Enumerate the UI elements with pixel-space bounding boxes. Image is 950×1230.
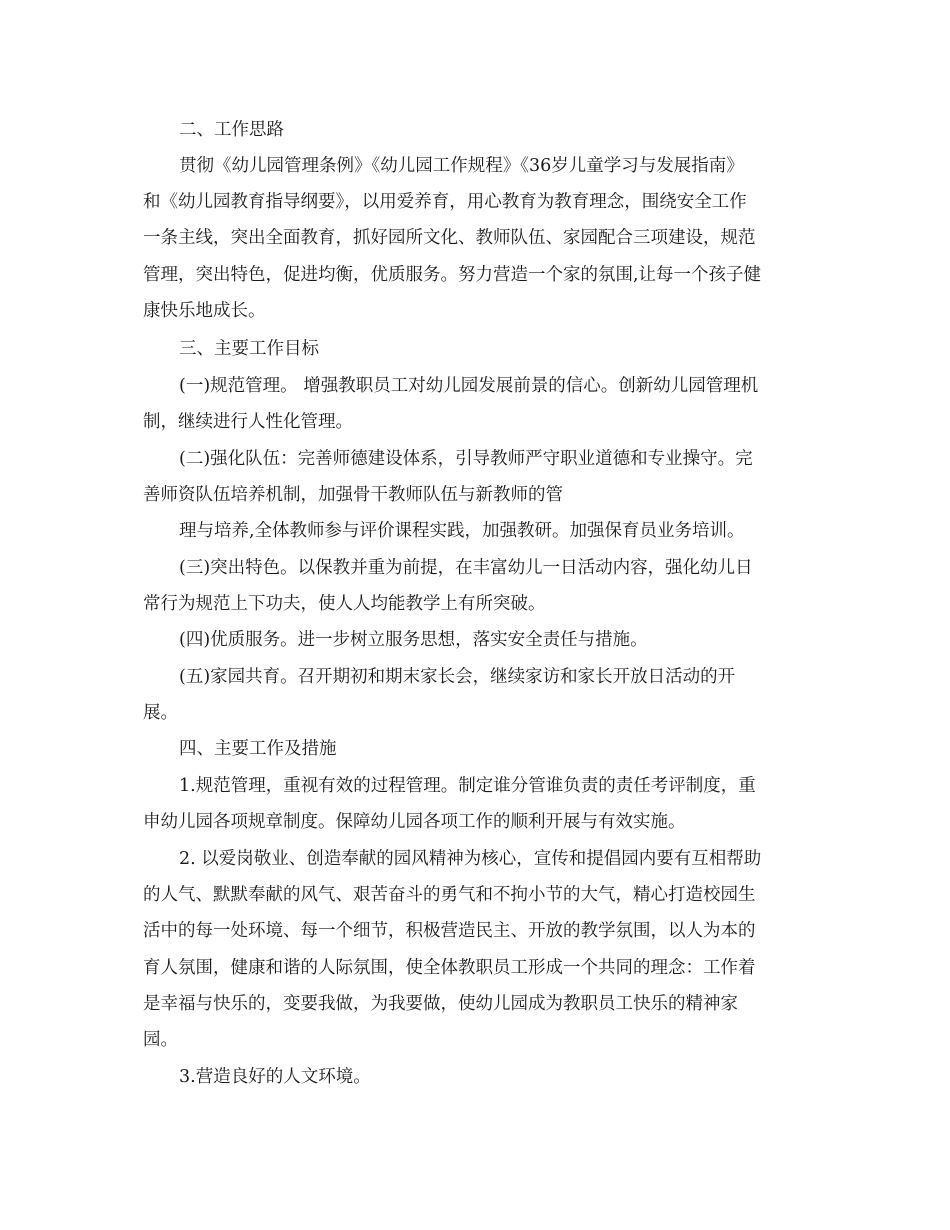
text-line: 活中的每一处环境、每一个细节，积极营造民主、开放的教学氛围，以人为本的 bbox=[143, 921, 756, 942]
text-line: (五)家园共育。召开期初和期末家长会，继续家访和家长开放日活动的开 bbox=[179, 667, 736, 687]
text-line: 善师资队伍培养机制，加强骨干教师队伍与新教师的管 bbox=[143, 485, 563, 506]
paragraph-work-approach bbox=[143, 148, 808, 329]
paragraph-goal-2 bbox=[143, 441, 808, 513]
paragraph-goal-4 bbox=[143, 622, 808, 658]
paragraph-measure-3 bbox=[143, 1059, 808, 1095]
text-line: (三)突出特色。以保教并重为前提，在丰富幼儿一日活动内容，强化幼儿日 bbox=[179, 558, 753, 578]
section-heading-work-approach bbox=[143, 112, 808, 148]
text-line: 1.规范管理，重视有效的过程管理。制定谁分管谁负责的责任考评制度，重 bbox=[179, 776, 756, 796]
paragraph-measure-1 bbox=[143, 768, 808, 840]
section-heading-main-goals bbox=[143, 331, 808, 367]
text-line: 制，继续进行人性化管理。 bbox=[143, 412, 353, 433]
paragraph-goal-3 bbox=[143, 550, 808, 622]
text-line: 管理，突出特色，促进均衡，优质服务。努力营造一个家的氛围,让每一个孩子健 bbox=[143, 264, 762, 285]
text-line: (四)优质服务。进一步树立服务思想，落实安全责任与措施。 bbox=[179, 630, 648, 650]
text-line: 是幸福与快乐的，变要我做，为我要做，使幼儿园成为教职员工快乐的精神家 bbox=[143, 993, 738, 1014]
text-line: 三、主要工作目标 bbox=[179, 339, 319, 359]
text-line: 理与培养,全体教师参与评价课程实践，加强教研。加强保育员业务培训。 bbox=[179, 521, 745, 541]
text-line: (二)强化队伍：完善师德建设体系，引导教师严守职业道德和专业操守。完 bbox=[179, 449, 753, 469]
text-line: 二、工作思路 bbox=[179, 120, 284, 140]
paragraph-goal-1 bbox=[143, 368, 808, 440]
text-line: 一条主线，突出全面教育，抓好园所文化、教师队伍、家园配合三项建设，规范 bbox=[143, 228, 756, 249]
section-heading-measures bbox=[143, 731, 808, 767]
text-line: 和《幼儿园教育指导纲要》，以用爱养育，用心教育为教育理念，围绕安全工作 bbox=[143, 192, 747, 213]
text-line: 2. 以爱岗敬业、创造奉献的园风精神为核心，宣传和提倡园内要有互相帮助 bbox=[179, 849, 762, 869]
paragraph-goal-5 bbox=[143, 659, 808, 731]
text-line: 展。 bbox=[143, 703, 178, 724]
text-line: 的人气、默默奉献的风气、艰苦奋斗的勇气和不拘小节的大气，精心打造校园生 bbox=[143, 885, 756, 906]
text-line: 3.营造良好的人文环境。 bbox=[179, 1067, 371, 1087]
paragraph-measure-2 bbox=[143, 841, 808, 1058]
paragraph-goal-2-continued bbox=[143, 513, 808, 549]
text-line: 四、主要工作及措施 bbox=[179, 739, 337, 759]
text-line: 常行为规范上下功夫，使人人均能教学上有所突破。 bbox=[143, 594, 546, 615]
text-line: 园。 bbox=[143, 1029, 178, 1050]
text-line: 申幼儿园各项规章制度。保障幼儿园各项工作的顺利开展与有效实施。 bbox=[143, 812, 686, 833]
text-line: 育人氛围，健康和谐的人际氛围，使全体教职员工形成一个共同的理念：工作着 bbox=[143, 957, 756, 978]
text-line: 康快乐地成长。 bbox=[143, 300, 266, 321]
text-line: 贯彻《幼儿园管理条例》《幼儿园工作规程》《36岁儿童学习与发展指南》 bbox=[179, 156, 744, 176]
text-line: (一)规范管理。 增强教职员工对幼儿园发展前景的信心。创新幼儿园管理机 bbox=[179, 376, 759, 396]
